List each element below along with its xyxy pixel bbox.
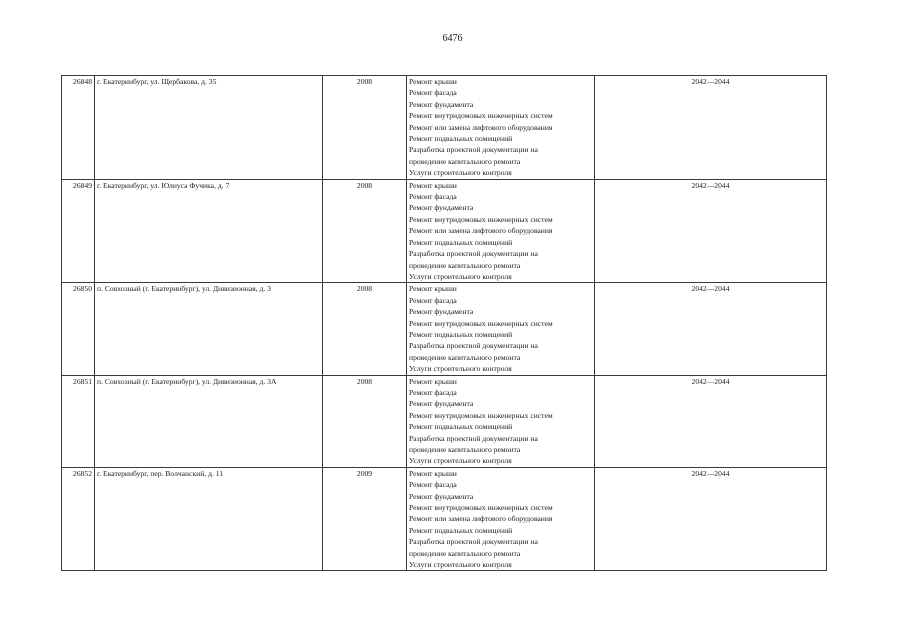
repair-schedule-table: [61, 75, 827, 571]
row-number: 26848: [62, 76, 95, 180]
work-item: Ремонт крыши: [409, 376, 457, 386]
work-item: Ремонт подвальных помещений: [409, 237, 513, 247]
work-item: Ремонт фасада: [409, 88, 457, 98]
row-works: [407, 467, 595, 571]
row-year: 2008: [323, 283, 407, 375]
work-item: Ремонт подвальных помещений: [409, 134, 513, 144]
work-item: Услуги строительного контроля: [409, 364, 512, 374]
row-number: 26852: [62, 467, 95, 571]
work-item: Ремонт внутридомовых инженерных систем: [409, 318, 553, 328]
row-works: [407, 179, 595, 283]
row-year: 2008: [323, 375, 407, 467]
row-number: 26849: [62, 179, 95, 283]
work-item: проведение капитального ремонта: [409, 445, 521, 454]
work-item: Ремонт фундамента: [409, 203, 474, 213]
work-item: Ремонт или замена лифтового оборудования: [409, 514, 553, 524]
work-item: Ремонт внутридомовых инженерных систем: [409, 410, 553, 420]
work-item: Ремонт фундамента: [409, 307, 474, 317]
work-item: Ремонт фасада: [409, 192, 457, 202]
row-works: [407, 76, 595, 180]
work-item: Ремонт фундамента: [409, 99, 474, 109]
work-item: проведение капитального ремонта: [409, 352, 521, 362]
row-address: п. Совхозный (г. Екатеринбург), ул. Дивизионная, д. 3А: [95, 375, 323, 467]
work-item: Ремонт подвальных помещений: [409, 422, 513, 432]
row-period: 2042—2044: [595, 375, 827, 467]
page-number: 6476: [442, 33, 463, 44]
work-item: Разработка проектной документации на: [409, 249, 538, 259]
work-item: Ремонт крыши: [409, 284, 457, 294]
row-address: г. Екатеринбург, пер. Волчанский, д. 11: [95, 467, 323, 571]
work-item: Ремонт крыши: [409, 468, 457, 478]
row-works: [407, 283, 595, 375]
work-item: Услуги строительного контроля: [409, 271, 512, 281]
table-row: [62, 283, 827, 375]
row-address: г. Екатеринбург, ул. Щербакова, д. 35: [95, 76, 323, 180]
row-period: 2042—2044: [595, 179, 827, 283]
work-item: Ремонт крыши: [409, 77, 457, 86]
work-item: проведение капитального ремонта: [409, 156, 521, 166]
work-item: Ремонт крыши: [409, 180, 457, 190]
work-item: Ремонт фасада: [409, 295, 457, 305]
work-item: Услуги строительного контроля: [409, 456, 512, 466]
work-item: Ремонт внутридомовых инженерных систем: [409, 503, 553, 513]
work-item: Ремонт или замена лифтового оборудования: [409, 226, 553, 236]
row-period: 2042—2044: [595, 283, 827, 375]
work-item: проведение капитального ремонта: [409, 260, 521, 270]
row-period: 2042—2044: [595, 76, 827, 180]
table-body: [62, 76, 827, 571]
row-year: 2008: [323, 179, 407, 283]
row-address: г. Екатеринбург, ул. Юлиуса Фучика, д. 7: [95, 179, 323, 283]
row-year: 2008: [323, 76, 407, 180]
work-item: Ремонт фасада: [409, 480, 457, 490]
table-row: [62, 76, 827, 180]
work-item: Ремонт подвальных помещений: [409, 329, 513, 339]
work-item: Разработка проектной документации на: [409, 145, 538, 155]
row-period: 2042—2044: [595, 467, 827, 571]
row-number: 26851: [62, 375, 95, 467]
work-item: Разработка проектной документации на: [409, 433, 538, 443]
table-row: [62, 467, 827, 571]
row-year: 2009: [323, 467, 407, 571]
table-row: [62, 179, 827, 283]
work-item: Ремонт фундамента: [409, 399, 474, 409]
row-works: [407, 375, 595, 467]
work-item: Ремонт или замена лифтового оборудования: [409, 122, 553, 132]
table-row: [62, 375, 827, 467]
work-item: Ремонт подвальных помещений: [409, 525, 513, 535]
work-item: Ремонт внутридомовых инженерных систем: [409, 214, 553, 224]
work-item: Разработка проектной документации на: [409, 537, 538, 547]
work-item: Услуги строительного контроля: [409, 168, 512, 178]
row-number: 26850: [62, 283, 95, 375]
work-item: Ремонт внутридомовых инженерных систем: [409, 111, 553, 121]
work-item: проведение капитального ремонта: [409, 548, 521, 558]
row-address: п. Совхозный (г. Екатеринбург), ул. Дивизионная, д. 3: [95, 283, 323, 375]
work-item: Ремонт фасада: [409, 387, 457, 397]
work-item: Ремонт фундамента: [409, 491, 474, 501]
work-item: Услуги строительного контроля: [409, 560, 512, 570]
work-item: Разработка проектной документации на: [409, 341, 538, 351]
